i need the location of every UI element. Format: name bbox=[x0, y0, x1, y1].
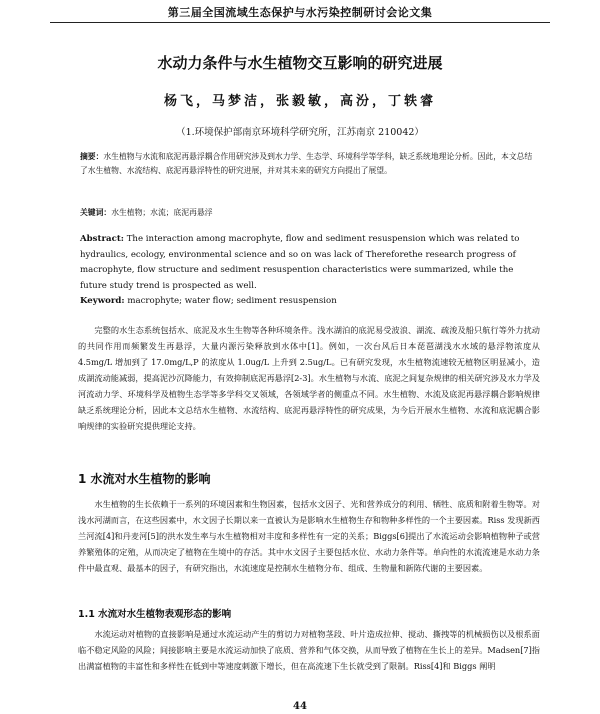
keywords-cn bbox=[80, 206, 535, 220]
abstract-cn-label: 摘要： bbox=[80, 152, 104, 161]
author-list: 杨飞，马梦洁，张毅敏，高汾，丁轶睿 bbox=[163, 94, 436, 109]
keywords-en-text: macrophyte; water flow; sediment resuspension bbox=[127, 296, 337, 306]
keywords-cn-text: 水生植物；水流；底泥再悬浮 bbox=[111, 208, 213, 217]
paper-title: 水动力条件与水生植物交互影响的研究进展 bbox=[157, 54, 443, 72]
section-1-heading: 1 水流对水生植物的影响 bbox=[78, 472, 211, 486]
section-1-1-paragraph: 水流运动对植物的直接影响是通过水流运动产生的剪切力对植物茎段、叶片造成拉伸、搅动、撕拽等的机械损伤以及根系面临不稳定风险的风险；间接影响主要是水流运动加快了底质、营养和气体交换，从而导致了植物在生长上的差异。Madsen[7]指出满富植物的丰富性和多样性在低到中等速度刺激下增长，但在高流速下生长就受到了限制。Riss[4]和 Biggs 阐明 bbox=[78, 629, 540, 671]
keywords-en-label: Keyword: bbox=[80, 296, 125, 306]
abstract-en-text: The interaction among macrophyte, flow and sediment resuspension which was related to hydraulics, ecology, environmental science and so on was lack of Thereforethe research progress of macrophyte, flow structure and sediment resuspention characteristics were summarized, while the future study trend is prospected as well. bbox=[80, 234, 520, 291]
keywords-cn-label: 关键词： bbox=[80, 208, 112, 217]
abstract-cn bbox=[80, 150, 535, 178]
page-number: 44 bbox=[293, 701, 307, 712]
section-1-1-heading: 1.1 水流对水生植物表观形态的影响 bbox=[78, 609, 232, 620]
abstract-en bbox=[80, 232, 535, 310]
header-rule bbox=[50, 22, 550, 23]
abstract-cn-text: 水生植物与水流和底泥再悬浮耦合作用研究涉及到水力学、生态学、环境科学等学科，缺乏系统地理论分析。因此，本文总结了水生植物、水流结构、底泥再悬浮特性的研究进展，并对其未来的研究方向提出了展望。 bbox=[80, 152, 533, 175]
running-head: 第三届全国流域生态保护与水污染控制研讨会论文集 bbox=[167, 6, 433, 19]
affiliation: （1.环境保护部南京环境科学研究所，江苏南京 210042） bbox=[176, 127, 424, 138]
abstract-en-label: Abstract: bbox=[80, 234, 124, 244]
section-1-paragraph: 水生植物的生长依赖于一系列的环境因素和生物因素，包括水文因子、光和营养成分的利用、牺牲、底质和附着生物等。对浅水河湖而言，在这些因素中，水文因子长期以来一直被认为是影响水生植物生存和物种多样性的一个主要因素。Riss 发现新西兰河流[4]和丹麦河[5]的洪水发生率与水生植物相对丰度和多样性有一定的关系；Biggs[6]提出了水流运动会影响植物种子或营养繁殖体的定殖，从而决定了植物在生境中的存活。其中水文因子主要包括水位、水动力条件等。单向性的水流流速是水动力条件中最直观、最基本的因子，有研究指出，水流速度是控制水生植物分布、组成、生物量和新陈代谢的主要因素。 bbox=[78, 499, 540, 573]
intro-paragraph: 完整的水生态系统包括水、底泥及水生生物等各种环境条件。浅水湖泊的底泥易受波浪、湖流、疏浚及船只航行等外力扰动的共同作用而频繁发生再悬浮，大量内源污染释放到水体中[1]。例如，一次台风后日本琵琶湖浅水水域的悬浮物浓度从 4.5mg/L 增加到了 17.0mg/L,P 的浓度从 1.0ug/L 上升到 2.5ug/L。已有研究发现，水生植物流速较无植物区明显减小，造成湖流动能减弱，提高泥沙沉降能力，有效抑制底泥再悬浮[2-3]。水生植物与水流、底泥之间复杂规律的相关研究涉及水力学及河流动力学、环境科学及植物生态学等多学科交叉领域，各领域学者的侧重点不同。水生植物、水流及底泥再悬浮耦合影响规律缺乏系统理论分析，因此本文总结水生植物、水流结构、底泥再悬浮特性的研究成果，为今后开展水生植物、水流和底泥耦合影响规律的实验研究提供理论支持。 bbox=[78, 325, 540, 431]
